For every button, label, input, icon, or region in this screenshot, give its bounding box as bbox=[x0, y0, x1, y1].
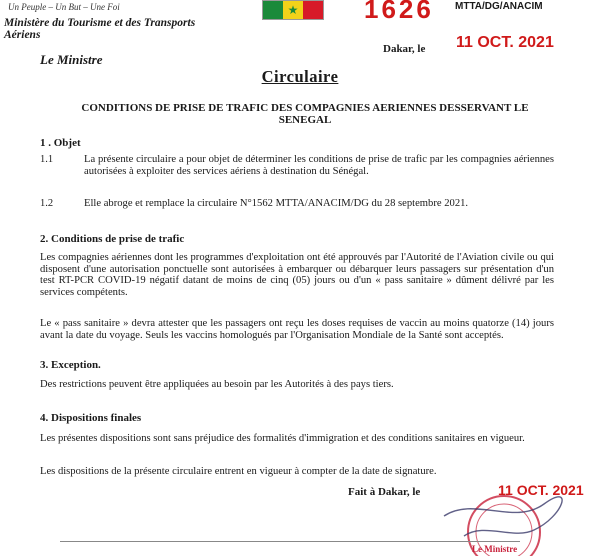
item-text: Elle abroge et remplace la circulaire N°1562 MTTA/ANACIM/DG du 28 septembre 2021. bbox=[84, 198, 469, 209]
national-motto: Un Peuple – Un But – Une Foi bbox=[8, 2, 120, 12]
exception-paragraph: Des restrictions peuvent être appliquées au besoin par les Autorités à des pays tiers. bbox=[40, 379, 394, 390]
reference-code: MTTA/DG/ANACIM bbox=[455, 1, 543, 12]
document-title: Circulaire bbox=[261, 67, 339, 86]
conditions-paragraph: Les compagnies aériennes dont les programmes d'exploitation ont été approuvés par l'Autorité de l'Aviation civile ou qui disposent d'une autorisation ponctuelle sont autorisées à embarquer ou débarquer leurs passagers sur présentation d'un test RT-PCR COVID-19 négatif datant de moins de cinq (05) jours ou d'un « pass sanitaire » dûment délivré par les services compétents. bbox=[40, 252, 554, 298]
ministry-name: Ministère du Tourisme et des Transports Aériens bbox=[4, 17, 196, 41]
reference-number: 1626 bbox=[364, 0, 434, 24]
date-label: Dakar, le bbox=[383, 43, 426, 55]
minister-label: Le Ministre bbox=[40, 52, 103, 67]
section-exception-heading: 3. Exception. bbox=[40, 359, 101, 371]
document-subtitle: CONDITIONS DE PRISE DE TRAFIC DES COMPAGNIES AERIENNES DESSERVANT LE SENEGAL bbox=[81, 102, 529, 126]
finales-paragraph-2: Les dispositions de la présente circulaire entrent en vigueur à compter de la date de signature. bbox=[40, 466, 437, 477]
finales-paragraph-1: Les présentes dispositions sont sans préjudice des formalités d'immigration et des conditions sanitaires en vigueur. bbox=[40, 433, 525, 444]
section-conditions-heading: 2. Conditions de prise de trafic bbox=[40, 233, 185, 245]
signature-place: Fait à Dakar, le bbox=[348, 486, 421, 498]
section-objet-heading: 1 . Objet bbox=[40, 137, 81, 149]
senegal-flag-icon: ★ bbox=[262, 0, 324, 20]
item-number: 1.2 bbox=[40, 198, 54, 209]
seal-text: Le Ministre bbox=[472, 544, 518, 554]
section-finales-heading: 4. Dispositions finales bbox=[40, 412, 142, 424]
pass-sanitaire-paragraph: Le « pass sanitaire » devra attester que les passagers ont reçu les doses requises de vaccin au moins quatorze (14) jours avant la date du voyage. Seuls les vaccins homologués par l'Organisation Mondiale de la Santé sont acceptés. bbox=[40, 318, 554, 341]
footer-divider bbox=[60, 541, 520, 542]
item-text: La présente circulaire a pour objet de déterminer les conditions de prise de trafic par les compagnies aériennes autorisées à exploiter des services aériens à destination du Sénégal. bbox=[84, 154, 554, 177]
item-number: 1.1 bbox=[40, 154, 54, 165]
date-stamp: 11 OCT. 2021 bbox=[456, 34, 554, 51]
signature-date: 11 OCT. 2021 bbox=[498, 482, 584, 498]
